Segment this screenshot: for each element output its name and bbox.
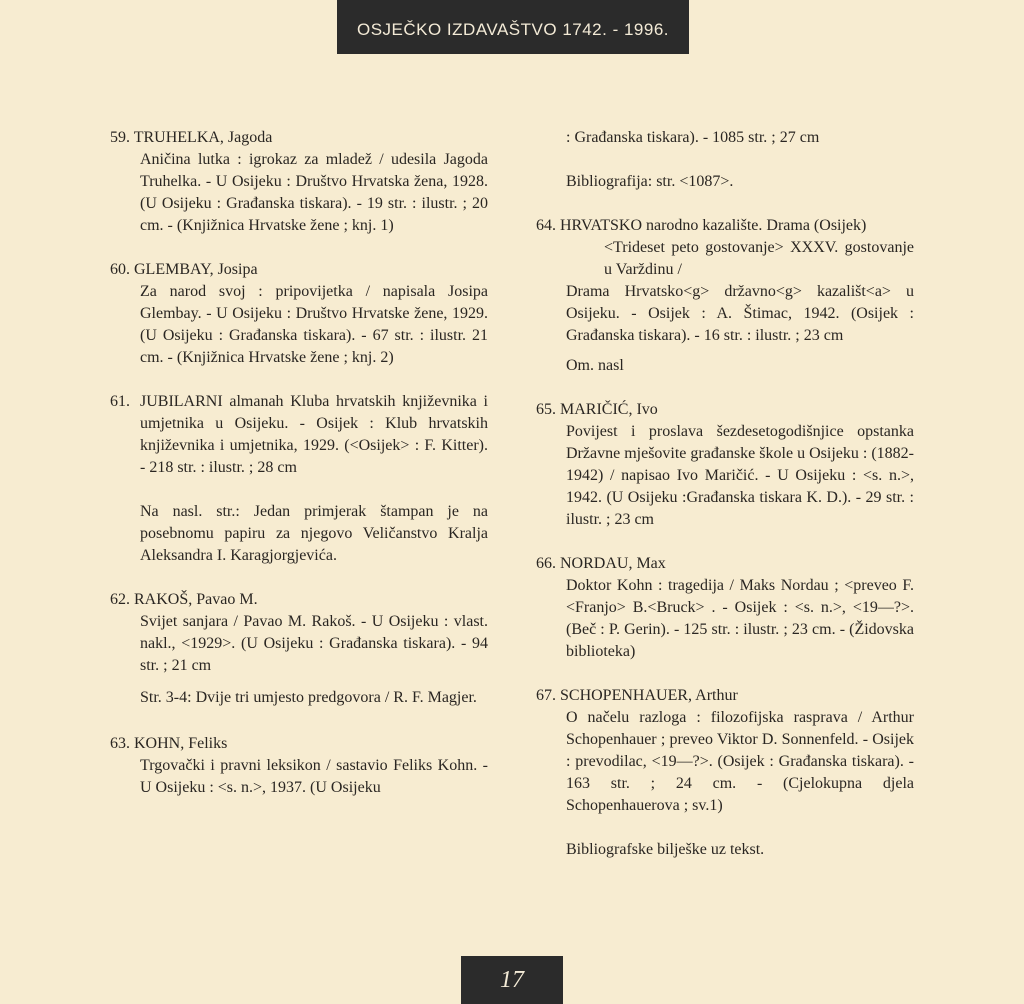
entry-67 <box>536 685 914 861</box>
entry-description-continued: : Građanska tiskara). - 1085 str. ; 27 cm <box>566 129 820 146</box>
header-bar <box>337 0 689 54</box>
entry-62 <box>110 589 488 711</box>
entry-heading: 62. RAKOŠ, Pavao M. <box>110 591 258 608</box>
entry-65 <box>536 399 914 531</box>
entry-heading: 64. HRVATSKO narodno kazalište. Drama (Osijek) <box>536 217 867 234</box>
right-column <box>536 127 914 861</box>
entry-heading: 61. <box>110 393 130 410</box>
entry-heading: 67. SCHOPENHAUER, Arthur <box>536 687 738 704</box>
entry-description: JUBILARNI almanah Kluba hrvatskih književnika i umjetnika u Osijeku. - Osijek : Klub hrvatskih književnika i umjetnika, 1929. (<Osijek> : F. Kitter). - 218 str. : ilustr. ; 28 cm <box>140 393 488 476</box>
entry-60 <box>110 259 488 369</box>
entry-description: Doktor Kohn : tragedija / Maks Nordau ; <preveo F.<Franjo> B.<Bruck> . - Osijek : <s. n.>, <19—?>. (Beč : P. Gerin). - 125 str. : ilustr. ; 23 cm. - (Židovska biblioteka) <box>566 577 914 660</box>
entry-description: Svijet sanjara / Pavao M. Rakoš. - U Osijeku : vlast. nakl., <1929>. (U Osijeku : Građanska tiskara). - 94 str. ; 21 cm <box>140 613 488 674</box>
entry-description: <Trideset peto gostovanje> XXXV. gostovanje u Varždinu / <box>604 239 914 278</box>
page-header-title: OSJEČKO IZDAVAŠTVO 1742. - 1996. <box>356 20 670 39</box>
entry-description: Za narod svoj : pripovijetka / napisala Josipa Glembay. - U Osijeku : Društvo Hrvatske žene, 1929. (U Osijeku : Građanska tiskara). - 67 str. : ilustr. 21 cm. - (Knjižnica Hrvatske žene ; knj. 2) <box>140 283 488 366</box>
entry-note: Bibliografske bilješke uz tekst. <box>566 841 765 858</box>
entry-note: Str. 3-4: Dvije tri umjesto predgovora / R. F. Magjer. <box>140 689 477 706</box>
entry-heading: 63. KOHN, Feliks <box>110 735 228 752</box>
entry-63-continued <box>536 127 914 193</box>
entry-heading: 59. TRUHELKA, Jagoda <box>110 129 273 146</box>
entry-heading: 66. NORDAU, Max <box>536 555 666 572</box>
entry-description: Povijest i proslava šezdesetogodišnjice opstanka Državne mješovite građanske škole u Osijeku : (1882-1942) / napisao Ivo Maričić. - U Osijeku : <s. n.>, 1942. (U Osijeku :Građanska tiskara K. D.). - 29 str. : ilustr. ; 23 cm <box>566 423 914 528</box>
entry-59 <box>110 127 488 237</box>
entry-description: O načelu razloga : filozofijska rasprava / Arthur Schopenhauer ; preveo Viktor D. Sonnenfeld. - Osijek : prevodilac, <19—?>. (Osijek : Građanska tiskara). - 163 str. ; 24 cm. - (Cjelokupna djela Schopenhauerova ; sv.1) <box>566 709 914 814</box>
entry-64 <box>536 215 914 377</box>
entry-description-more: Drama Hrvatsko<g> državno<g> kazališt<a> u Osijeku. - Osijek : A. Štimac, 1942. (Osijek : Građanska tiskara). - 16 str. : ilustr. ; 23 cm <box>566 283 914 344</box>
entry-heading: 60. GLEMBAY, Josipa <box>110 261 258 278</box>
entry-61 <box>110 391 488 567</box>
page-number: 17 <box>500 966 524 993</box>
entry-66 <box>536 553 914 663</box>
footer-bar <box>461 956 563 1004</box>
entry-note: Na nasl. str.: Jedan primjerak štampan je na posebnomu papiru za njegovo Veličanstvo Kralja Aleksandra I. Karagjorgjevića. <box>140 503 488 564</box>
entry-heading: 65. MARIČIĆ, Ivo <box>536 401 658 418</box>
entry-63 <box>110 733 488 799</box>
entry-note: Om. nasl <box>566 357 624 374</box>
left-column <box>110 127 488 799</box>
entry-description: Trgovački i pravni leksikon / sastavio Feliks Kohn. - U Osijeku : <s. n.>, 1937. (U Osijeku <box>140 757 488 796</box>
entry-description: Aničina lutka : igrokaz za mladež / udesila Jagoda Truhelka. - U Osijeku : Društvo Hrvatska žena, 1928. (U Osijeku : Građanska tiskara). - 19 str. : ilustr. ; 20 cm. - (Knjižnica Hrvatske žene ; knj. 1) <box>140 151 488 234</box>
entry-note: Bibliografija: str. <1087>. <box>566 173 734 190</box>
